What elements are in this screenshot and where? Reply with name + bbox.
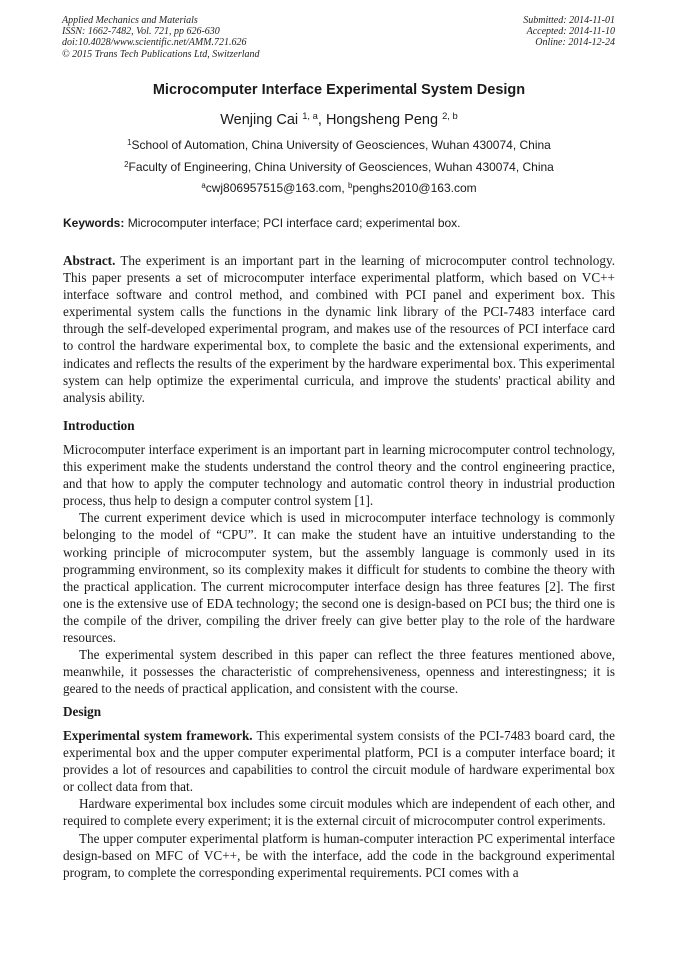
accepted-date: Accepted: 2014-11-10: [526, 26, 615, 38]
journal-info: [62, 15, 260, 60]
email-a: cwj806957515@163.com: [205, 181, 342, 195]
affiliation-1: [0, 138, 678, 152]
design-lead-text: This experimental system consists of the PCI-7483 board card, the experimental box and the upper computer experimental platform, PCI is a computer interface board; it provides a lot of resources and capabilities to control the circuit module of hardware experimental box or collect data from that.: [63, 728, 615, 795]
author-line: [0, 109, 678, 128]
introduction-paragraph-3: The experimental system described in this paper can reflect the three features mentioned above, meanwhile, it possesses the characteristic of comprehensiveness, openness and interestingness; it is geared to the needs of practical application, and consistent with the course.: [63, 647, 615, 697]
affiliation-2: [0, 160, 678, 174]
paper-title: Microcomputer Interface Experimental System Design: [152, 82, 526, 98]
keywords: [63, 216, 615, 230]
publication-dates: [523, 15, 615, 49]
journal-copyright: © 2015 Trans Tech Publications Ltd, Switzerland: [62, 48, 260, 60]
design-paragraph-2: Hardware experimental box includes some circuit modules which are independent of each other, and required to complete every experiment; it is the external circuit of microcomputer control experiments.: [63, 796, 615, 829]
email-b-superscript: b: [348, 180, 353, 190]
design-lead-label: Experimental system framework.: [63, 728, 253, 743]
author-1: Wenjing Cai: [220, 112, 299, 128]
design-paragraph-3: The upper computer experimental platform is human-computer interaction PC experimental interface design-based on MFC of VC++, be with the interface, add the code in the background experimental program, to complete the corresponding experimental requirements. PCI comes with a: [63, 830, 615, 880]
introduction-paragraph-1: Microcomputer interface experiment is an important part in learning microcomputer control technology, this experiment make the students understand the control theory and the control engineering practice, and that how to apply the computer technology and automatic control theory in industrial production process, thus help to design a computer control system [1].: [63, 442, 615, 509]
abstract-text: The experiment is an important part in the learning of microcomputer control technology. This paper presents a set of microcomputer interface experimental platform, which based on VC++ interface software and control method, and combined with PCI panel and experiment box. This experimental system calls the functions in the dynamic link library of the PCI-7483 interface card through the self-developed experimental program, and makes use of the resources of PCI interface card to control the hardware experimental box, to complete the basic and the extensional experiments, and indicates and reflects the results of the experiment by the hardware experimental box. This experimental system can help optimize the experimental curricula, and improve the students' practical ability and analysis ability.: [63, 253, 615, 405]
affiliation-1-text: School of Automation, China University of Geosciences, Wuhan 430074, China: [131, 138, 551, 152]
abstract: [63, 252, 615, 406]
journal-issn: ISSN: 1662-7482, Vol. 721, pp 626-630: [62, 26, 220, 38]
introduction-heading: Introduction: [63, 418, 135, 433]
author-2: Hongsheng Peng: [325, 112, 439, 128]
author-separator: ,: [317, 112, 326, 128]
author-1-superscript: 1, a: [302, 109, 318, 121]
introduction-body: [63, 441, 615, 697]
design-paragraph-1: [63, 727, 615, 795]
affiliation-2-text: Faculty of Engineering, China University of Geosciences, Wuhan 430074, China: [128, 160, 554, 174]
affiliation-2-superscript: 2: [124, 159, 129, 169]
design-body: [63, 727, 615, 881]
email-a-superscript: a: [201, 180, 206, 190]
affiliation-1-superscript: 1: [127, 137, 132, 147]
online-date: Online: 2014-12-24: [535, 37, 615, 49]
keywords-label: Keywords:: [63, 216, 125, 230]
email-separator: ,: [341, 181, 348, 195]
journal-doi: doi:10.4028/www.scientific.net/AMM.721.626: [62, 37, 247, 49]
design-heading: Design: [63, 704, 102, 719]
abstract-label: Abstract.: [63, 253, 116, 268]
introduction-paragraph-2: The current experiment device which is used in microcomputer interface technology is commonly belonging to the model of “CPU”. It can make the student have an intuitive understanding to the working principle of microcomputer system, but the assembly language is commonly used in its programming environment, so its complexity makes it difficult for students to combine the theory with the practical application. The current microcomputer interface design has three features [2]. The first one is the extensive use of EDA technology; the second one is design-based on PCI bus; the third one is the compile of the driver, compiling the driver freely can give better play to the role of the hardware resources.: [63, 510, 615, 646]
author-2-superscript: 2, b: [442, 109, 458, 121]
submitted-date: Submitted: 2014-11-01: [523, 15, 615, 26]
author-emails: [0, 181, 678, 195]
journal-name: Applied Mechanics and Materials: [62, 15, 198, 26]
email-b: penghs2010@163.com: [352, 181, 477, 195]
abstract-paragraph: [63, 252, 615, 406]
keywords-text: Microcomputer interface; PCI interface card; experimental box.: [124, 216, 461, 230]
